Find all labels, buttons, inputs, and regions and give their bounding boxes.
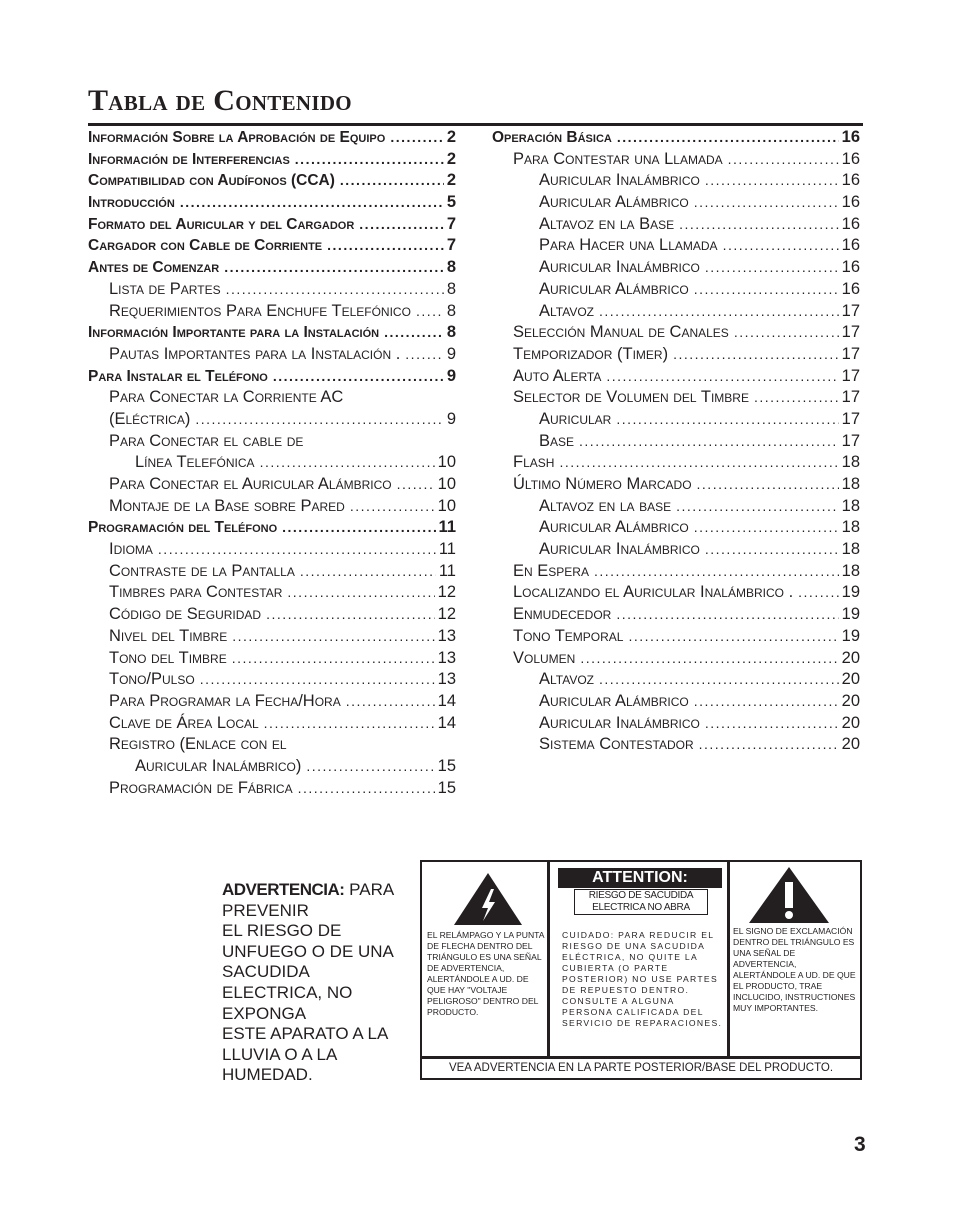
toc-entry bbox=[492, 517, 860, 539]
toc-entry-title: Operación Básica bbox=[492, 129, 612, 146]
advertencia-first-line: PARA PREVENIR bbox=[222, 880, 394, 920]
toc-entry-page: 13 bbox=[437, 626, 456, 645]
toc-entry-page: 11 bbox=[438, 561, 456, 580]
toc-entry-title: Clave de Área Local bbox=[109, 713, 259, 732]
toc-entry-page: 17 bbox=[841, 409, 860, 428]
toc-entry-page: 17 bbox=[841, 301, 860, 320]
toc-entry-title: Para Instalar el Teléfono bbox=[88, 367, 268, 385]
toc-entry bbox=[492, 734, 860, 756]
toc-entry-page: 13 bbox=[437, 670, 456, 689]
toc-leader-dots bbox=[264, 713, 435, 735]
toc-entry-page: 16 bbox=[841, 214, 860, 233]
lightning-warning-text: EL RELÁMPAGO Y LA PUNTA DE FLECHA DENTRO DEL TRIÁNGULO ES UNA SEÑAL DE ADVERTENCIA, ALERTÁNDOLE A UD. DE QUE HAY "VOLTAJE PELIGROSO" DENTRO DEL PRODUCTO. bbox=[427, 930, 545, 1017]
toc-entry-page: 16 bbox=[841, 193, 860, 212]
toc-leader-dots bbox=[340, 170, 444, 192]
toc-entry-page: 12 bbox=[437, 583, 456, 602]
toc-entry-title: Lista de Partes bbox=[109, 279, 221, 298]
toc-entry-page: 17 bbox=[841, 388, 860, 407]
toc-entry bbox=[492, 496, 860, 518]
toc-leader-dots bbox=[397, 474, 435, 496]
toc-entry-title: Localizando el Auricular Inalámbrico . bbox=[513, 583, 794, 602]
toc-entry-title: En Espera bbox=[513, 561, 589, 580]
attention-cell bbox=[550, 862, 730, 1056]
toc-leader-dots bbox=[728, 149, 839, 171]
toc-entry-page: 17 bbox=[841, 344, 860, 363]
toc-entry-page: 7 bbox=[446, 214, 456, 233]
toc-entry bbox=[492, 691, 860, 713]
toc-entry bbox=[492, 474, 860, 496]
warning-footer: VEA ADVERTENCIA EN LA PARTE POSTERIOR/BASE DEL PRODUCTO. bbox=[422, 1056, 860, 1081]
toc-leader-dots bbox=[295, 149, 444, 171]
toc-entry-title: Flash bbox=[513, 453, 555, 472]
toc-entry-page: 9 bbox=[446, 344, 456, 363]
toc-entry-title: Altavoz en la base bbox=[539, 496, 672, 515]
toc-entry bbox=[492, 192, 860, 214]
toc-leader-dots bbox=[327, 235, 444, 257]
exclamation-warning-icon bbox=[748, 866, 830, 924]
toc-entry-title: Para Conectar la Corriente AC bbox=[109, 388, 344, 407]
advertencia-line: EXPONGA bbox=[222, 1003, 307, 1023]
toc-leader-dots bbox=[705, 713, 839, 735]
toc-entry-title: Para Programar la Fecha/Hora bbox=[109, 691, 341, 710]
exclamation-warning-cell bbox=[730, 862, 860, 1056]
toc-leader-dots bbox=[606, 366, 838, 388]
toc-entry bbox=[492, 322, 860, 344]
toc-leader-dots bbox=[673, 344, 839, 366]
toc-entry-title: Nivel del Timbre bbox=[109, 626, 228, 645]
toc-entry-page: 14 bbox=[437, 691, 456, 710]
toc-entry bbox=[88, 170, 456, 192]
toc-entry bbox=[88, 366, 456, 388]
advertencia-notice bbox=[222, 880, 414, 1086]
toc-entry-title: Para Hacer una Llamada bbox=[539, 236, 718, 255]
toc-leader-dots bbox=[734, 322, 839, 344]
toc-entry bbox=[88, 431, 456, 453]
toc-entry-title: Registro (Enlace con el bbox=[109, 735, 287, 754]
toc-entry bbox=[88, 127, 456, 149]
toc-leader-dots bbox=[694, 192, 839, 214]
toc-leader-dots bbox=[266, 604, 435, 626]
advertencia-line: EL RIESGO DE bbox=[222, 921, 342, 941]
toc-entry-title: Auricular bbox=[539, 409, 612, 428]
toc-entry bbox=[492, 214, 860, 236]
caution-text: CUIDADO: PARA REDUCIR EL RIESGO DE UNA SACUDIDA ELÉCTRICA, NO QUITE LA CUBIERTA (O PARTE POSTERIOR) NO USE PARTES DE REPUESTO DENTRO. CONSULTE A ALGUNA PERSONA CALIFICADA DEL SERVICIO DE REPARACIONES. bbox=[562, 930, 723, 1028]
toc-leader-dots bbox=[405, 344, 444, 366]
toc-leader-dots bbox=[346, 691, 435, 713]
title-rule bbox=[88, 123, 863, 126]
toc-entry-page: 16 bbox=[841, 258, 860, 277]
toc-entry-title: Pautas Importantes para la Instalación . bbox=[109, 344, 401, 363]
toc-entry bbox=[492, 170, 860, 192]
toc-entry-page: 2 bbox=[446, 149, 456, 168]
toc-entry-title: Información de Interferencias bbox=[88, 150, 290, 168]
toc-leader-dots bbox=[694, 517, 839, 539]
toc-entry bbox=[88, 691, 456, 713]
toc-entry bbox=[492, 648, 860, 670]
toc-entry-page: 17 bbox=[841, 323, 860, 342]
toc-entry-title: Tono/Pulso bbox=[109, 670, 195, 689]
toc-entry bbox=[88, 301, 456, 323]
toc-entry bbox=[492, 127, 860, 149]
toc-leader-dots bbox=[694, 279, 839, 301]
toc-entry bbox=[492, 431, 860, 453]
toc-leader-dots bbox=[232, 626, 434, 648]
toc-entry bbox=[88, 669, 456, 691]
toc-leader-dots bbox=[723, 235, 839, 257]
toc-entry-title: Código de Seguridad bbox=[109, 605, 262, 624]
toc-entry-title: Auricular Inalámbrico bbox=[539, 540, 700, 559]
toc-entry-title: Información Importante para la Instalación bbox=[88, 324, 380, 342]
toc-entry-title: Temporizador (Timer) bbox=[513, 344, 669, 363]
toc-leader-dots bbox=[180, 192, 444, 214]
toc-entry-page: 14 bbox=[437, 713, 456, 732]
toc-entry-page: 10 bbox=[437, 496, 456, 515]
toc-leader-dots bbox=[705, 257, 839, 279]
toc-entry-page: 8 bbox=[446, 279, 456, 298]
advertencia-line: ESTE APARATO A LA bbox=[222, 1024, 389, 1044]
toc-entry-page: 8 bbox=[446, 323, 456, 342]
toc-entry bbox=[492, 561, 860, 583]
toc-entry bbox=[88, 778, 456, 800]
toc-entry-page: 10 bbox=[437, 453, 456, 472]
exclamation-warning-text: EL SIGNO DE EXCLAMACIÓN DENTRO DEL TRIÁNGULO ES UNA SEÑAL DE ADVERTENCIA, ALERTÁNDOLE A UD. DE QUE EL PRODUCTO, TRAE INCLUCIDO, INSTRUCTIONES MUY IMPORTANTES. bbox=[733, 926, 856, 1013]
toc-leader-dots bbox=[359, 214, 444, 236]
toc-entry-title: Información Sobre la Aprobación de Equipo bbox=[88, 129, 386, 146]
toc-entry bbox=[88, 322, 456, 344]
toc-leader-dots bbox=[200, 669, 435, 691]
toc-entry bbox=[492, 452, 860, 474]
toc-entry-page: 17 bbox=[841, 431, 860, 450]
toc-leader-dots bbox=[616, 604, 838, 626]
toc-entry-title: Base bbox=[539, 431, 575, 450]
toc-entry-title: Sistema Contestador bbox=[539, 735, 694, 754]
toc-entry bbox=[88, 496, 456, 518]
toc-entry bbox=[88, 387, 456, 409]
toc-entry-title: Idioma bbox=[109, 540, 153, 559]
toc-entry-title: Requerimientos Para Enchufe Telefónico bbox=[109, 301, 411, 320]
toc-leader-dots bbox=[300, 561, 436, 583]
toc-entry bbox=[88, 409, 456, 431]
toc-entry-page: 2 bbox=[446, 171, 456, 190]
toc-entry-title: Timbres para Contestar bbox=[109, 583, 283, 602]
toc-entry-page: 19 bbox=[841, 605, 860, 624]
toc-leader-dots bbox=[676, 496, 839, 518]
toc-entry bbox=[88, 539, 456, 561]
toc-entry-title: Altavoz en la Base bbox=[539, 214, 675, 233]
toc-entry-page: 15 bbox=[437, 756, 456, 775]
toc-entry-title: Antes de Comenzar bbox=[88, 259, 220, 277]
toc-entry-title: Auricular Alámbrico bbox=[539, 193, 689, 212]
lightning-warning-cell bbox=[422, 862, 550, 1056]
toc-entry-page: 11 bbox=[438, 518, 456, 537]
advertencia-line: LLUVIA O A LA bbox=[222, 1044, 338, 1064]
toc-entry-page: 2 bbox=[446, 128, 456, 146]
toc-entry-title: (Eléctrica) bbox=[109, 409, 191, 428]
advertencia-line: ELECTRICA, NO bbox=[222, 982, 353, 1002]
toc-left-column bbox=[88, 127, 456, 799]
advertencia-line: UNFUEGO O DE UNA bbox=[222, 941, 394, 961]
toc-entry-title: Altavoz bbox=[539, 670, 595, 689]
toc-leader-dots bbox=[617, 127, 839, 149]
toc-leader-dots bbox=[599, 301, 839, 323]
toc-entry bbox=[88, 604, 456, 626]
toc-entry-title: Enmudecedor bbox=[513, 605, 612, 624]
toc-entry bbox=[492, 713, 860, 735]
toc-leader-dots bbox=[616, 409, 838, 431]
toc-entry bbox=[88, 582, 456, 604]
advertencia-line: SACUDIDA bbox=[222, 962, 310, 982]
toc-entry-page: 16 bbox=[841, 171, 860, 190]
toc-entry bbox=[88, 648, 456, 670]
toc-right-column bbox=[492, 127, 860, 756]
toc-entry-page: 13 bbox=[437, 648, 456, 667]
toc-leader-dots bbox=[754, 387, 839, 409]
toc-leader-dots bbox=[226, 279, 444, 301]
toc-entry-page: 11 bbox=[438, 540, 456, 559]
toc-leader-dots bbox=[282, 517, 435, 539]
toc-entry-title: Cargador con Cable de Corriente bbox=[88, 237, 323, 255]
toc-entry bbox=[88, 279, 456, 301]
toc-leader-dots bbox=[679, 214, 839, 236]
toc-entry bbox=[88, 214, 456, 236]
toc-leader-dots bbox=[384, 322, 444, 344]
toc-entry-title: Formato del Auricular y del Cargador bbox=[88, 215, 355, 233]
toc-entry bbox=[88, 756, 456, 778]
toc-entry-page: 19 bbox=[841, 583, 860, 602]
toc-entry-page: 20 bbox=[841, 691, 860, 710]
toc-entry-title: Montaje de la Base sobre Pared bbox=[109, 496, 345, 515]
toc-leader-dots bbox=[559, 452, 838, 474]
toc-entry-page: 19 bbox=[841, 626, 860, 645]
toc-leader-dots bbox=[594, 561, 839, 583]
toc-leader-dots bbox=[298, 778, 435, 800]
toc-entry-page: 5 bbox=[446, 193, 456, 212]
toc-leader-dots bbox=[195, 409, 443, 431]
toc-entry-title: Selección Manual de Canales bbox=[513, 323, 729, 342]
toc-entry-page: 18 bbox=[841, 475, 860, 493]
toc-entry-title: Auricular Inalámbrico) bbox=[135, 756, 302, 775]
toc-leader-dots bbox=[390, 127, 444, 149]
toc-entry bbox=[88, 626, 456, 648]
toc-leader-dots bbox=[694, 691, 839, 713]
toc-entry-title: Auricular Inalámbrico bbox=[539, 171, 700, 190]
toc-leader-dots bbox=[579, 431, 839, 453]
toc-entry bbox=[492, 626, 860, 648]
toc-entry-page: 20 bbox=[841, 713, 860, 732]
toc-leader-dots bbox=[232, 648, 435, 670]
toc-entry-title: Altavoz bbox=[539, 301, 595, 320]
toc-entry bbox=[88, 149, 456, 171]
toc-leader-dots bbox=[350, 496, 435, 518]
toc-entry-title: Auricular Alámbrico bbox=[539, 518, 689, 537]
toc-entry-page: 15 bbox=[437, 778, 456, 797]
toc-entry-page: 18 bbox=[841, 561, 860, 580]
toc-entry bbox=[492, 149, 860, 171]
toc-entry bbox=[88, 257, 456, 279]
toc-entry-page: 20 bbox=[841, 648, 860, 667]
toc-entry-page: 20 bbox=[841, 735, 860, 754]
toc-leader-dots bbox=[224, 257, 444, 279]
toc-entry-page: 16 bbox=[841, 279, 860, 298]
toc-entry-title: Último Número Marcado bbox=[513, 475, 692, 493]
toc-entry-page: 7 bbox=[446, 236, 456, 255]
attention-badge: ATTENTION: bbox=[558, 868, 722, 888]
toc-entry-title: Auto Alerta bbox=[513, 366, 602, 385]
toc-entry-page: 16 bbox=[841, 128, 860, 146]
toc-entry-page: 8 bbox=[446, 258, 456, 277]
advertencia-line: HUMEDAD. bbox=[222, 1065, 313, 1085]
toc-entry-title: Introducción bbox=[88, 194, 175, 212]
toc-entry-title: Auricular Inalámbrico bbox=[539, 258, 700, 277]
toc-leader-dots bbox=[705, 539, 839, 561]
toc-entry-page: 18 bbox=[841, 518, 860, 537]
toc-entry-title: Tono Temporal bbox=[513, 626, 624, 645]
toc-entry bbox=[492, 669, 860, 691]
toc-entry-page: 18 bbox=[841, 453, 860, 472]
toc-entry-title: Compatibilidad con Audífonos (CCA) bbox=[88, 172, 335, 190]
toc-entry-page: 8 bbox=[446, 301, 456, 320]
toc-entry-title: Para Contestar una Llamada bbox=[513, 149, 723, 168]
toc-entry bbox=[88, 517, 456, 539]
lightning-warning-icon bbox=[453, 872, 523, 926]
toc-entry bbox=[492, 344, 860, 366]
toc-entry bbox=[492, 235, 860, 257]
toc-entry-page: 10 bbox=[437, 475, 456, 493]
toc-entry bbox=[492, 279, 860, 301]
page-number: 3 bbox=[854, 1133, 866, 1156]
toc-entry bbox=[88, 235, 456, 257]
toc-leader-dots bbox=[699, 734, 839, 756]
toc-leader-dots bbox=[628, 626, 838, 648]
toc-entry-page: 17 bbox=[841, 366, 860, 385]
toc-leader-dots bbox=[416, 301, 444, 323]
toc-entry-page: 9 bbox=[446, 409, 456, 428]
toc-entry-page: 16 bbox=[841, 149, 860, 168]
toc-entry bbox=[88, 452, 456, 474]
toc-entry bbox=[88, 561, 456, 583]
toc-leader-dots bbox=[306, 756, 434, 778]
toc-entry-title: Línea Telefónica bbox=[135, 453, 255, 472]
toc-entry-page: 18 bbox=[841, 540, 860, 559]
toc-leader-dots bbox=[158, 539, 436, 561]
toc-entry-title: Volumen bbox=[513, 648, 576, 667]
toc-entry-title: Auricular Alámbrico bbox=[539, 691, 689, 710]
toc-entry-title: Selector de Volumen del Timbre bbox=[513, 388, 749, 407]
toc-entry bbox=[492, 539, 860, 561]
toc-entry bbox=[492, 582, 860, 604]
toc-entry-title: Tono del Timbre bbox=[109, 648, 227, 667]
toc-leader-dots bbox=[580, 648, 838, 670]
toc-leader-dots bbox=[287, 582, 434, 604]
warning-box bbox=[420, 860, 862, 1080]
toc-leader-dots bbox=[273, 366, 444, 388]
page-title: Tabla de Contenido bbox=[88, 84, 352, 117]
toc-entry-page: 20 bbox=[841, 670, 860, 689]
toc-entry-page: 16 bbox=[841, 236, 860, 255]
toc-entry-title: Para Conectar el Auricular Alámbrico bbox=[109, 475, 392, 493]
toc-entry bbox=[492, 301, 860, 323]
toc-entry-page: 9 bbox=[446, 366, 456, 385]
toc-entry bbox=[492, 257, 860, 279]
toc-entry bbox=[492, 366, 860, 388]
advertencia-label: ADVERTENCIA: bbox=[222, 880, 345, 899]
attention-subtitle: RIESGO DE SACUDIDA ELECTRICA NO ABRA bbox=[574, 889, 708, 915]
toc-leader-dots bbox=[260, 452, 435, 474]
toc-entry bbox=[88, 192, 456, 214]
toc-entry-title: Contraste de la Pantalla bbox=[109, 561, 295, 580]
toc-entry bbox=[492, 387, 860, 409]
toc-leader-dots bbox=[798, 582, 838, 604]
toc-entry bbox=[88, 344, 456, 366]
toc-leader-dots bbox=[697, 474, 839, 496]
toc-leader-dots bbox=[599, 669, 839, 691]
toc-entry-title: Programación de Fábrica bbox=[109, 778, 293, 797]
toc-entry-title: Auricular Alámbrico bbox=[539, 279, 689, 298]
toc-entry bbox=[88, 713, 456, 735]
toc-entry bbox=[492, 604, 860, 626]
toc-leader-dots bbox=[705, 170, 839, 192]
toc-entry-title: Programación del Teléfono bbox=[88, 519, 278, 537]
toc-entry bbox=[492, 409, 860, 431]
toc-entry-title: Para Conectar el cable de bbox=[109, 431, 304, 450]
toc-entry bbox=[88, 474, 456, 496]
toc-entry-page: 12 bbox=[437, 605, 456, 624]
toc-entry-page: 18 bbox=[841, 496, 860, 515]
toc-entry-title: Auricular Inalámbrico bbox=[539, 713, 700, 732]
toc-entry bbox=[88, 734, 456, 756]
